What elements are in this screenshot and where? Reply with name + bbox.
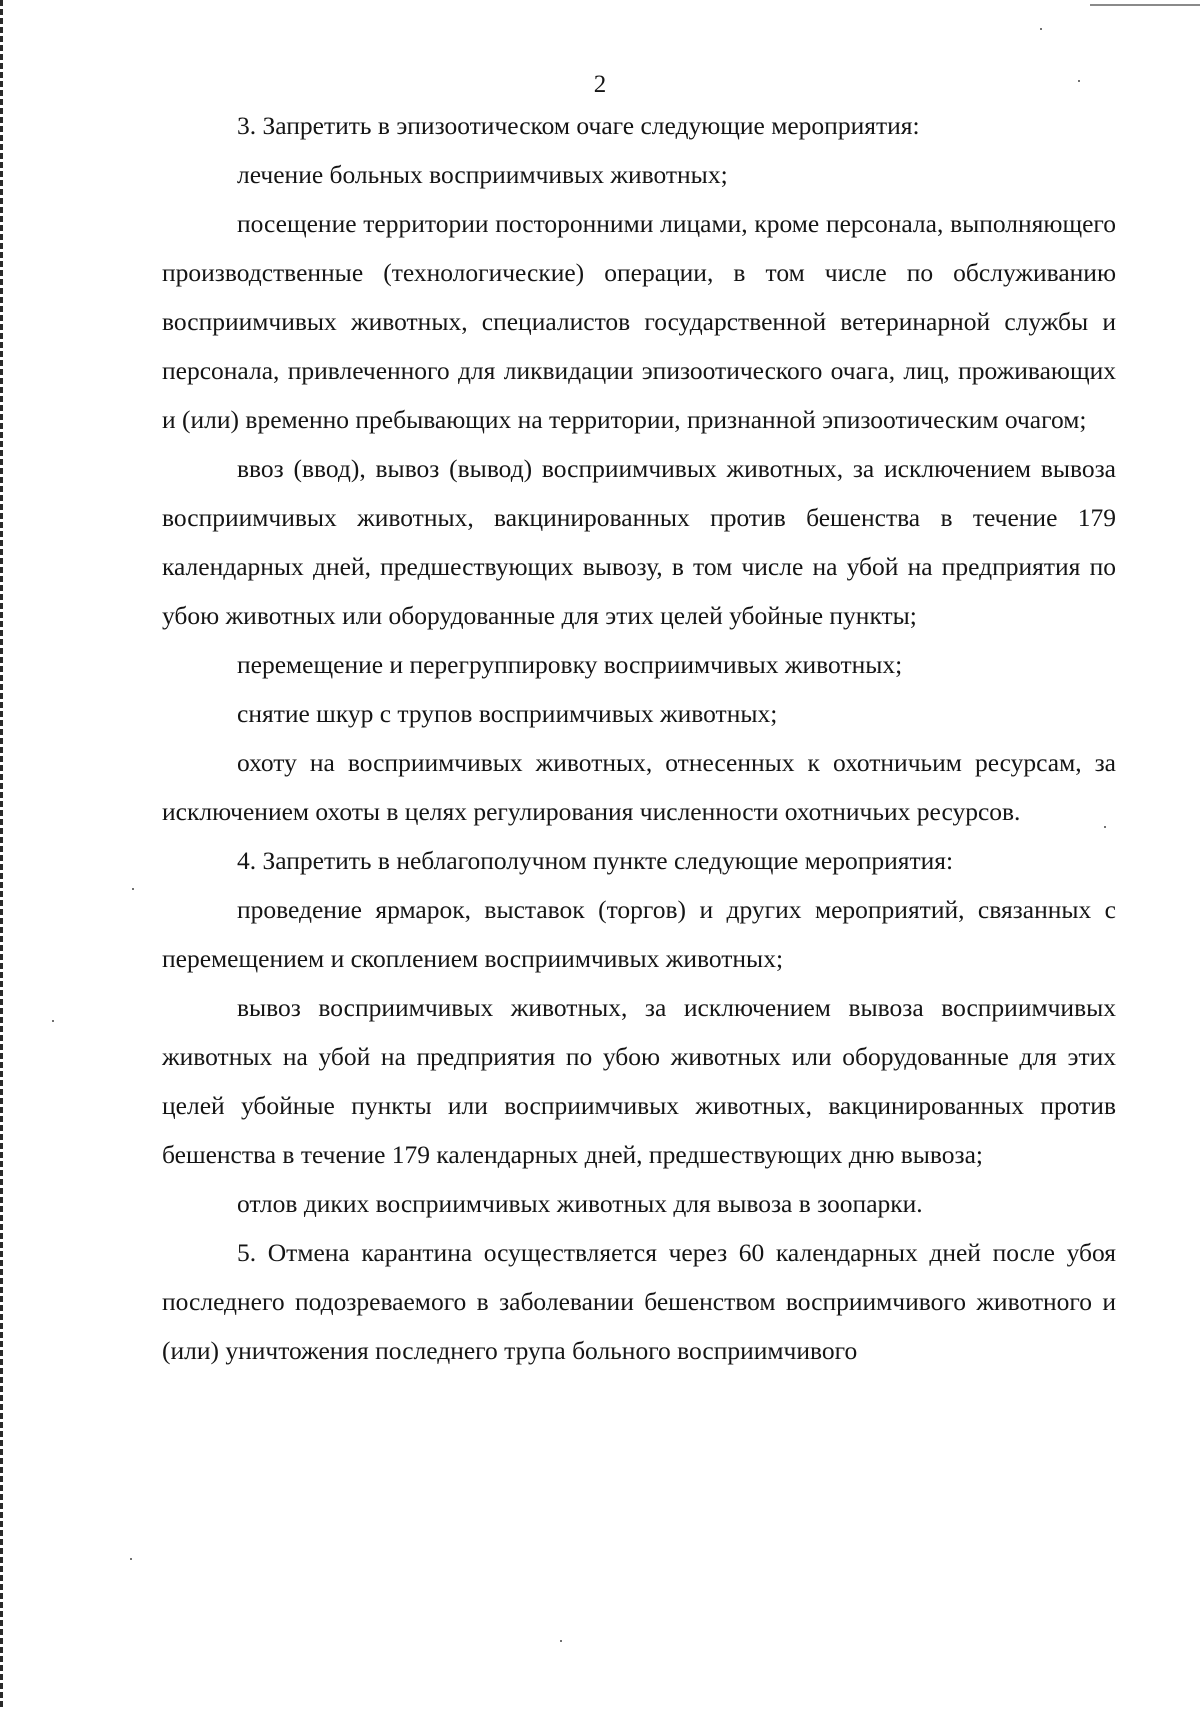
scan-speck [130,1558,132,1560]
paragraph-skinning-ban: снятие шкур с трупов восприимчивых животных; [237,699,778,728]
scan-speck [1040,28,1042,30]
scan-speck [132,888,134,890]
paragraph-regrouping-ban: перемещение и перегруппировку восприимчивых животных; [237,650,903,679]
scan-speck [1104,826,1106,828]
paragraph-item-5-quarantine-end: 5. Отмена карантина осуществляется через 60 календарных дней после убоя последнего подозреваемого в заболевании бешенством восприимчивого животного и (или) уничтожения последнего трупа больного восприимчивого [162,1238,1116,1365]
paragraph-hunting-ban: охоту на восприимчивых животных, отнесенных к охотничьим ресурсам, за исключением охоты в целях регулирования численности охотничьих ресурсов. [162,748,1116,826]
scan-edge-left [0,0,3,1709]
page-number: 2 [593,71,607,98]
paragraph-visit-ban: посещение территории посторонними лицами, кроме персонала, выполняющего производственные (технологические) операции, в том числе по обслуживанию восприимчивых животных, специалистов государственной ветеринарной службы и персонала, привлеченного для ликвидации эпизоотического очага, лиц, проживающих и (или) временно пребывающих на территории, признанной эпизоотическим очагом; [162,209,1116,434]
document-body [162,101,1116,1375]
paragraph-item-3-heading: 3. Запретить в эпизоотическом очаге следующие мероприятия: [237,111,920,140]
scan-speck [1078,80,1080,82]
paragraph-fairs-ban: проведение ярмарок, выставок (торгов) и других мероприятий, связанных с перемещением и скоплением восприимчивых животных; [162,895,1116,973]
scan-speck [52,1020,54,1022]
paragraph-capture-ban: отлов диких восприимчивых животных для вывоза в зоопарки. [237,1189,923,1218]
scan-edge-top [1090,4,1200,6]
paragraph-treatment-ban: лечение больных восприимчивых животных; [237,160,728,189]
paragraph-item-4-heading: 4. Запретить в неблагополучном пункте следующие мероприятия: [237,846,954,875]
scan-speck [560,1640,562,1642]
paragraph-export-ban: вывоз восприимчивых животных, за исключением вывоза восприимчивых животных на убой на предприятия по убою животных или оборудованные для этих целей убойные пункты или восприимчивых животных, вакцинированных против бешенства в течение 179 календарных дней, предшествующих дню вывоза; [162,993,1116,1169]
paragraph-transport-ban: ввоз (ввод), вывоз (вывод) восприимчивых животных, за исключением вывоза восприимчивых животных, вакцинированных против бешенства в течение 179 календарных дней, предшествующих вывозу, в том числе на убой на предприятия по убою животных или оборудованные для этих целей убойные пункты; [162,454,1116,630]
